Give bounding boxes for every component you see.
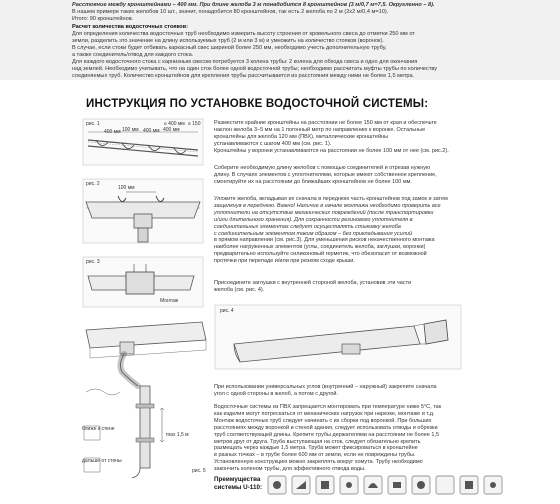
max-distance-label: max 1,5 м [166, 432, 189, 438]
far-wall-label: дальше от стены [82, 458, 122, 464]
text-line: Установленную конструкцию можно закреплять вокруг хомута. Трубу необходимо [214, 459, 423, 466]
text-line: Водосточные системы из ПВХ запрещается монтировать при температуре ниже 5°С, так [214, 404, 442, 410]
figure-1-dimension: 400 мм [104, 129, 121, 135]
text-line: длину. В случаях элементов с уплотнителями, которые имеют собственное крепление, [214, 171, 437, 178]
text-line: кронштейны для желоба 120 мм (ПВХ), металлические кронштейны [214, 133, 389, 140]
text-line: устанавливаются с шагом 400 мм (см. рис. 1). [214, 140, 332, 147]
text-line: защелкнув в переднюю. Важно! Наличие в начале монтажа необходимо проверить все [214, 202, 441, 209]
text-line: Уложите желоба, вкладывая их сначала в переднюю часть кронштейнов под замок и затем [214, 196, 448, 202]
figure-3-label: рис. 3 [86, 259, 100, 265]
text-line: уплотнители на отсутствие механических повреждений (после транспортировки [214, 209, 434, 216]
advantages-icons [266, 474, 528, 498]
text-line: труб соответствующей длины. Крепите трубы держателями на расстоянии не более 1,5 [214, 431, 440, 438]
figure-3-connector [82, 256, 204, 308]
page-edge [528, 480, 560, 504]
text-line: угол с одной стороны в желоб, а потом с другой. [214, 390, 338, 397]
figure-2-funnel [82, 178, 204, 244]
figure-1-dimension: 100 мм [122, 127, 139, 133]
text-line: наиболее нагруженных элементов (углы, соединитель желоба, заглушки, воронки) [214, 244, 426, 251]
paragraph-corners [214, 384, 437, 398]
figure-4-cap [214, 304, 462, 370]
paragraph-brackets [214, 120, 449, 155]
text-line: размещать через каждые 1,5 метра. Труба может фиксироваться в кронштейне [214, 445, 418, 452]
text-line: в прямом направлении (см. рис.3). Для уменьшения рисков некачественного монтажа [214, 237, 435, 244]
text-line: Разместите крайние кронштейны на расстоянии не более 150 мм от края и обеспечьте [214, 120, 437, 126]
text-line: и/или длительного хранения). Для сохранности резинового уплотнителя в [214, 216, 413, 223]
figure-1-dimension: 400 мм [143, 128, 160, 134]
figure-1-brackets [82, 118, 204, 166]
text-line: Соберите необходимую длину желобов с помощью соединителей и отрезав нужную [214, 165, 431, 171]
header-subtitle: Расчет количества водосточных стояков: [72, 24, 189, 30]
header-line: Для каждого водосточного стока с карнизным свесом потребуется 3 колена трубы: 2 колена для обхода свеса и одно для окончания [72, 59, 418, 65]
paragraph-assemble [214, 165, 437, 186]
header-line: Для определения количества водосточных труб необходимо измерить высоту строения от кровельного свеса до отметки 250 мм от [72, 31, 415, 37]
text-line: Присоедините заглушки с внутренней стороной желоба, установив эти части [214, 280, 412, 286]
text-line: с соединительным элементом таким образом – без прикладывания усилий [214, 230, 412, 237]
text-line: соединительных элементах следует осуществлять стыковку желоба [214, 223, 401, 230]
text-line: метров друг от друга. Труба выступающая на сток, следует обязательно крепить [214, 438, 421, 445]
text-line: как изделия могут потрескаться от механических нагрузок при нарезке, монтаже и т.д. [214, 410, 435, 417]
paragraph-pvc [214, 404, 441, 473]
text-line: При использовании универсальных углов (внутренний – наружный) закрепите сначала [214, 384, 437, 390]
page-title: ИНСТРУКЦИЯ ПО УСТАНОВКЕ ВОДОСТОЧНОЙ СИСТЕМЫ: [86, 98, 429, 110]
header-line: В случае, если стоки будет отбивать каркасный свес шириной более 250 мм, необходимо учесть дополнительную трубу, [72, 45, 387, 51]
header-block [0, 0, 560, 80]
paragraph-laying [214, 196, 448, 265]
mount-label: Монтаж [160, 298, 179, 304]
text-line: Кронштейны у воронки устанавливаются на расстоянии не более 100 мм от нее (см. рис.2). [214, 147, 449, 154]
header-line: Итого: 90 кронштейнов. [72, 16, 134, 22]
near-wall-label: ближе к стене [82, 426, 115, 432]
figure-4-label: рис. 4 [220, 308, 234, 314]
text-line: желоба (см. рис. 4). [214, 286, 265, 293]
paragraph-caps [214, 280, 411, 294]
header-line: соединяемых труб. Количество кронштейнов для крепления трубы рассчитывается из расстояния между ними не более 1,5 метра. [72, 73, 415, 79]
figure-1-dimension: ≤ 150 [188, 121, 201, 127]
text-line: смонтируйте их на расстоянии до ближайших кронштейнов не более 100 мм. [214, 178, 412, 185]
figure-1-dimension: 400 мм [163, 127, 180, 133]
header-line: над землей. Необходимо учитывать, что на один сток более одной водосточной трубы; необходимо рассчитать муфты трубы по количеству [72, 66, 438, 72]
figure-5-downpipe [82, 318, 212, 480]
figure-1-dimension: ≤ 400 мм [164, 121, 185, 127]
header-line: а также соединитель/отвод для каждого стока. [72, 52, 194, 58]
figure-2-dimension: 100 мм [118, 185, 135, 191]
text-line: расстояниях между воронкой и стеной здания, следует использовать отводы и обрезки [214, 424, 438, 431]
text-line: протечки при перепаде и/или при резком сходе крыши. [214, 258, 355, 265]
text-line: предварительно используйте силиконовый герметик, что обезопасит от возможной [214, 251, 427, 258]
header-line: В нашем примере таких желобов 10 шт., значит, понадобится 80 кронштейнов, так есть 2 желоба по 2 м (2х2 м/0,4 м=10). [72, 9, 389, 15]
text-line: Монтаж водосточных труб следует начинать с их сборки под воронкой. При больших [214, 417, 432, 424]
advantages-label: Преимущества системы U-110: [214, 476, 263, 491]
text-line: в разных точках – в трубе более 600 мм от земли, если не повреждены трубы. [214, 452, 416, 459]
text-line: наклон желоба 3–5 мм на 1 погонный метр по направлению к воронке. Остальные [214, 126, 426, 133]
figure-2-label: рис. 2 [86, 181, 100, 187]
header-line: земли, разделить это значение на длину используемых труб (2 м или 3 м) и умножить на количество стояков (воронок). [72, 38, 384, 44]
figure-1-label: рис. 1 [86, 121, 100, 127]
header-line: Расстояние между кронштейнами – 400 мм. При длине желоба 3 м понадобится 8 кронштейнов (3 м/0,7 м=7,5. Округленно – 8). [72, 2, 435, 8]
text-line: закончить коленом трубы, для эффективного отвода воды. [214, 466, 366, 473]
figure-5-label: рис. 5 [192, 468, 206, 474]
